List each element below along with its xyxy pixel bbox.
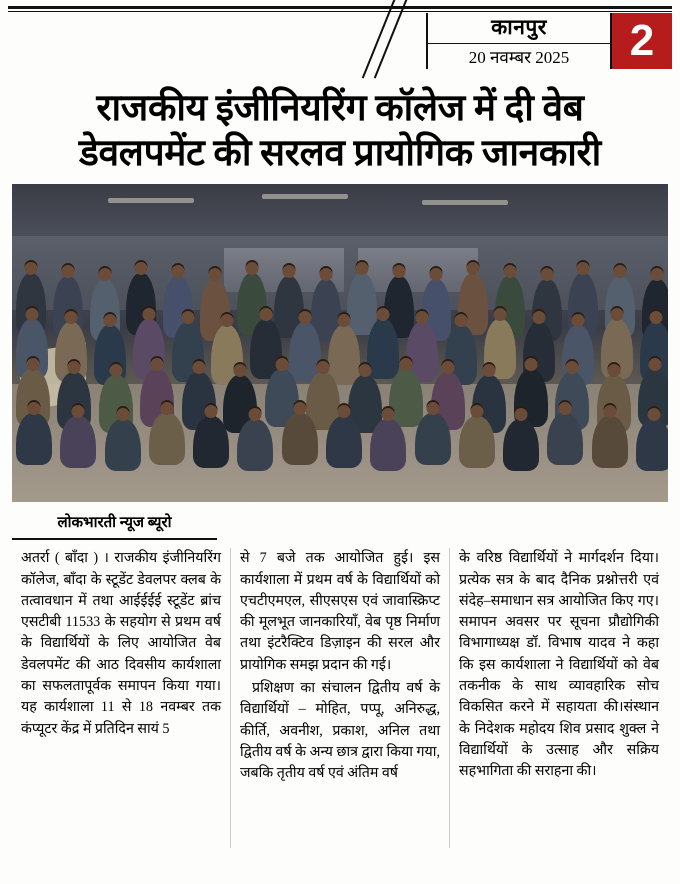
photo-person-head <box>651 268 664 281</box>
photo-person-head <box>430 268 443 281</box>
photo-person-head <box>260 308 273 321</box>
photo-person-head <box>455 314 468 327</box>
photo-person-head <box>182 311 195 324</box>
photo-person-head <box>566 361 579 374</box>
photo-person-head <box>649 358 662 371</box>
photo-person-head <box>504 265 517 278</box>
photo-person-silhouette <box>389 369 423 427</box>
headline-line-1: राजकीय इंजीनियरिंग कॉलेज में दी वेब <box>96 88 584 129</box>
byline: लोकभारती न्यूज ब्यूरो <box>12 512 217 540</box>
photo-person-head <box>338 314 351 327</box>
photo-person-silhouette <box>237 419 273 471</box>
article-photo <box>12 184 668 502</box>
photo-ceiling-light <box>262 194 348 199</box>
photo-person-head <box>143 308 156 321</box>
photo-person-head <box>209 268 222 281</box>
photo-person-head <box>161 402 174 415</box>
photo-crowd <box>12 276 668 466</box>
page-title <box>12 86 668 176</box>
photo-person-silhouette <box>415 413 451 465</box>
photo-person-silhouette <box>592 416 628 468</box>
photo-person-silhouette <box>326 416 362 468</box>
photo-person-head <box>68 361 81 374</box>
photo-person-head <box>377 308 390 321</box>
photo-person-head <box>382 408 395 421</box>
photo-person-head <box>99 268 112 281</box>
photo-person-head <box>359 364 372 377</box>
photo-person-head <box>471 405 484 418</box>
photo-person-silhouette <box>105 419 141 471</box>
photo-person-silhouette <box>636 419 668 471</box>
photo-person-silhouette <box>282 413 318 465</box>
photo-person-head <box>172 265 185 278</box>
photo-person-silhouette <box>459 416 495 468</box>
masthead-top-rule <box>8 6 672 9</box>
paragraph: से 7 बजे तक आयोजित हुई। इस कार्यशाला में प्रथम वर्ष के विद्यार्थियों को एचटीएमएल, सीएसएस एवं जावास्क्रिप्ट की मूलभूत जानकारियाँ, वेब पृष्ठ निर्माण तथा इंटरैक्टिव डिज़ाइन की सरल और प्रायोगिक समझ प्रदान की गई। <box>240 550 440 673</box>
masthead <box>0 0 680 72</box>
photo-person-head <box>608 364 621 377</box>
photo-person-head <box>483 364 496 377</box>
photo-person-silhouette <box>60 416 96 468</box>
photo-person-head <box>26 308 39 321</box>
photo-person-head <box>393 265 406 278</box>
photo-person-silhouette <box>149 413 185 465</box>
article-column-3 <box>449 548 668 848</box>
photo-person-head <box>648 408 661 421</box>
photo-person-head <box>577 262 590 275</box>
photo-person-head <box>234 364 247 377</box>
headline-line-2: डेवलपमेंट की सरलव प्रायोगिक जानकारी <box>79 133 601 175</box>
masthead-thin-rule <box>8 11 672 12</box>
photo-person-head <box>416 311 429 324</box>
masthead-left-blank <box>8 13 426 69</box>
photo-person-head <box>317 361 330 374</box>
photo-person-head <box>249 408 262 421</box>
photo-person-head <box>320 268 333 281</box>
photo-person-head <box>62 265 75 278</box>
edition-city: कानपुर <box>428 13 610 44</box>
article-column-1 <box>12 548 230 848</box>
photo-person-head <box>28 402 41 415</box>
photo-person-head <box>614 265 627 278</box>
photo-person-head <box>525 358 538 371</box>
paragraph: के वरिष्ठ विद्यार्थियों ने मार्गदर्शन दिया। प्रत्येक सत्र के बाद दैनिक प्रश्नोत्तरी एवं संदेह–समाधान सत्र आयोजित किए गए। समापन अवसर पर सूचना प्रौद्योगिकी विभागाध्यक्ष डॉ. विभाष यादव ने कहा कि इस कार्यशाला ने विद्यार्थियों को वेब तकनीक के साथ व्यावहारिक सोच विकसित करने में सहायता की।संस्थान के निदेशक महोदय शिव प्रसाद शुक्ल ने विद्यार्थियों के उत्साह और सक्रिय सहभागिता की सराहना की। <box>459 550 659 780</box>
paragraph: अतर्रा ( बाँदा ) । राजकीय इंजीनियरिंग कॉलेज, बाँदा के स्टूडेंट डेवलपर क्लब के तत्वावधान में तथा आईईईई स्टूडेंट ब्रांच एसटीबी 11533 के सहयोग से प्रथम वर्ष के विद्यार्थियों के लिए आयोजित वेब डेवलपमेंट की आठ दिवसीय कार्यशाला का सफलतापूर्वक समापन किया गया। यह कार्यशाला 11 से 18 नवम्बर तक कंप्यूटर केंद्र में प्रतिदिन सायं 5 <box>21 550 221 737</box>
edition-date: 20 नवम्बर 2025 <box>468 48 570 67</box>
photo-person-head <box>246 262 259 275</box>
paragraph: प्रशिक्षण का संचालन द्वितीय वर्ष के विद्यार्थियों – मोहित, पप्पू, अनिरुद्ध, कीर्ति, अवनीश, प्रकाश, अनिल तथा द्वितीय वर्ष के अन्य छात्र द्वारा किया गया, जबकि तृतीय वर्ष एवं अंतिम वर्ष <box>240 680 440 782</box>
photo-person-head <box>338 405 351 418</box>
photo-person-head <box>559 402 572 415</box>
photo-person-head <box>400 358 413 371</box>
article-column-2 <box>230 548 449 848</box>
photo-person-head <box>650 311 663 324</box>
page-number-badge: 2 <box>612 13 672 69</box>
photo-person-silhouette <box>16 413 52 465</box>
photo-person-head <box>221 314 234 327</box>
article-body <box>12 548 668 848</box>
photo-person-head <box>494 308 507 321</box>
photo-person-head <box>533 311 546 324</box>
photo-person-head <box>294 402 307 415</box>
photo-person-head <box>117 408 130 421</box>
photo-person-head <box>193 361 206 374</box>
photo-person-head <box>276 358 289 371</box>
photo-person-head <box>27 358 40 371</box>
masthead-center <box>426 13 612 69</box>
photo-person-head <box>283 265 296 278</box>
photo-person-head <box>427 402 440 415</box>
photo-person-silhouette <box>370 419 406 471</box>
photo-ceiling-light <box>422 200 508 205</box>
photo-person-silhouette <box>547 413 583 465</box>
photo-person-head <box>151 358 164 371</box>
photo-person-head <box>604 405 617 418</box>
photo-person-head <box>72 405 85 418</box>
photo-ceiling-light <box>108 198 194 203</box>
photo-person-silhouette <box>503 419 539 471</box>
photo-person-head <box>572 314 585 327</box>
photo-person-head <box>25 262 38 275</box>
photo-person-head <box>541 268 554 281</box>
photo-person-silhouette <box>193 416 229 468</box>
photo-person-head <box>104 314 117 327</box>
photo-image <box>12 184 668 502</box>
photo-person-head <box>467 262 480 275</box>
photo-person-head <box>515 408 528 421</box>
photo-person-silhouette <box>328 325 360 385</box>
photo-person-head <box>299 311 312 324</box>
photo-person-head <box>110 364 123 377</box>
photo-person-head <box>65 311 78 324</box>
photo-person-head <box>205 405 218 418</box>
photo-person-head <box>356 262 369 275</box>
photo-person-head <box>442 361 455 374</box>
photo-person-head <box>611 308 624 321</box>
photo-person-silhouette <box>367 319 399 379</box>
photo-person-head <box>135 262 148 275</box>
